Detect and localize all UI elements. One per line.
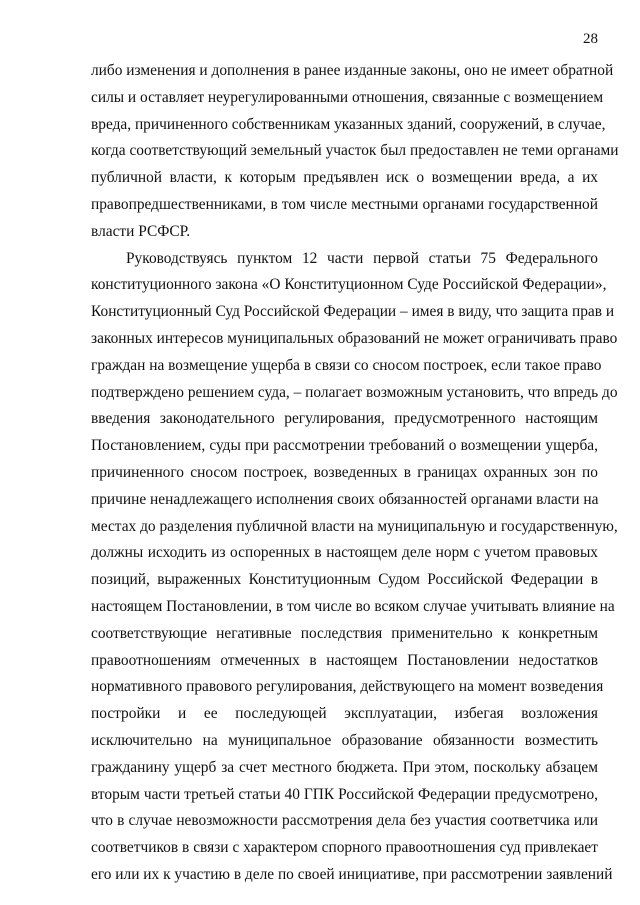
text-line: исключительно на муниципальное образование обязанности возместить: [91, 731, 598, 749]
text-line: Руководствуясь пунктом 12 части первой статьи 75 Федерального: [126, 249, 598, 267]
paragraph-1: [91, 58, 619, 246]
document-body: [91, 58, 619, 889]
text-line: его или их к участию в деле по своей инициативе, при рассмотрении заявлений: [91, 865, 613, 883]
text-line: власти РСФСР.: [91, 222, 191, 240]
text-line: правопредшественниками, в том числе местными органами государственной: [91, 195, 598, 213]
text-line: когда соответствующий земельный участок был предоставлен не теми органами: [91, 142, 619, 160]
text-line: граждан на возмещение ущерба в связи со сносом построек, если такое право: [91, 356, 602, 374]
paragraph-2: [91, 246, 618, 889]
text-line: конституционного закона «О Конституционном Суде Российской Федерации»,: [91, 276, 607, 294]
text-line: подтверждено решением суда, – полагает возможным установить, что впредь до: [91, 383, 618, 401]
text-line: постройки и ее последующей эксплуатации, избегая возложения: [91, 705, 598, 723]
text-line: вторым части третьей статьи 40 ГПК Российской Федерации предусмотрено,: [91, 785, 598, 803]
text-line: позиций, выраженных Конституционным Судом Российской Федерации в: [91, 571, 598, 589]
text-line: силы и оставляет неурегулированными отношения, связанные с возмещением: [91, 88, 604, 106]
text-line: вреда, причиненного собственникам указанных зданий, сооружений, в случае,: [91, 115, 606, 133]
text-line: публичной власти, к которым предъявлен иск о возмещении вреда, а их: [91, 169, 598, 187]
text-line: либо изменения и дополнения в ранее изданные законы, оно не имеет обратной: [91, 62, 614, 79]
text-line: гражданину ущерб за счет местного бюджета. При этом, поскольку абзацем: [91, 758, 598, 776]
text-line: Постановлением, суды при рассмотрении требований о возмещении ущерба,: [91, 437, 598, 455]
text-line: причине ненадлежащего исполнения своих обязанностей органами власти на: [91, 490, 599, 508]
text-line: правоотношениям отмеченных в настоящем Постановлении недостатков: [91, 651, 598, 669]
page-number: 28: [583, 31, 598, 47]
text-line: местах до разделения публичной власти на муниципальную и государственную,: [91, 517, 618, 535]
text-line: соответствующие негативные последствия применительно к конкретным: [91, 624, 598, 642]
text-line: законных интересов муниципальных образований не может ограничивать право: [91, 329, 618, 347]
text-line: нормативного правового регулирования, действующего на момент возведения: [91, 678, 604, 696]
text-line: настоящем Постановлении, в том числе во всяком случае учитывать влияние на: [91, 597, 615, 615]
text-line: Конституционный Суд Российской Федерации – имея в виду, что защита прав и: [91, 303, 615, 321]
text-line: введения законодательного регулирования, предусмотренного настоящим: [91, 410, 598, 428]
text-line: причиненного сносом построек, возведенных в границах охранных зон по: [91, 463, 598, 481]
text-line: что в случае невозможности рассмотрения дела без участия соответчика или: [91, 812, 598, 830]
text-line: соответчиков в связи с характером спорного правоотношения суд привлекает: [91, 839, 598, 857]
text-line: должны исходить из оспоренных в настоящем деле норм с учетом правовых: [91, 544, 598, 562]
